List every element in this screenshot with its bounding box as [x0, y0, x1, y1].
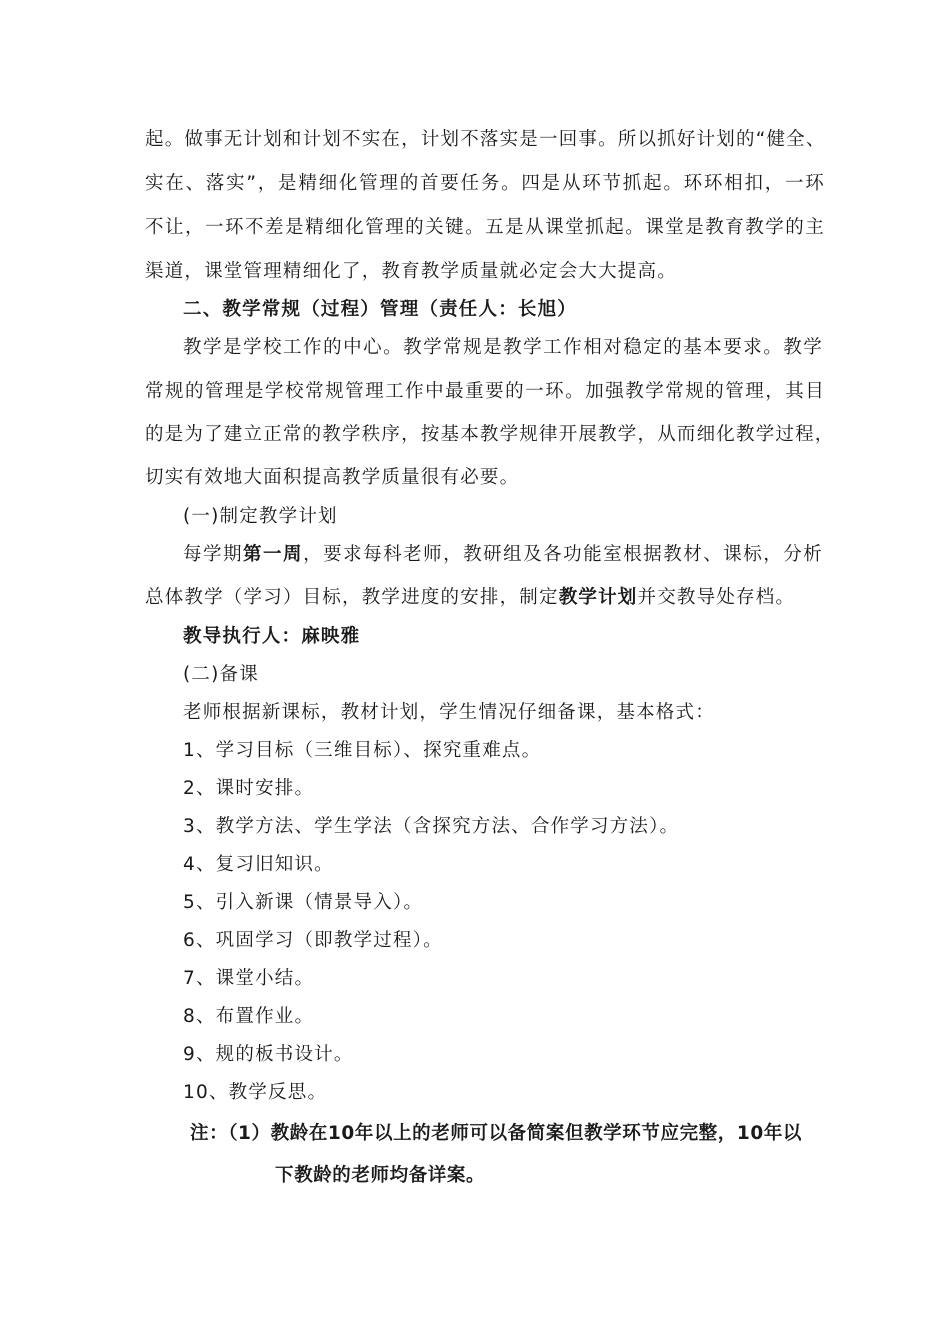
plan-text: 总体教学（学习）目标，教学进度的安排，制定 — [145, 587, 559, 608]
subheading-plan: (一)制定教学计划 — [183, 506, 338, 527]
plan-text: 每学期 — [183, 544, 244, 565]
plan-text: ，要求每科老师，教研组及各功能室根据教材、课标，分析 — [303, 544, 823, 565]
note-line-1: 注：（1）教龄在10年以上的老师可以备简案但教学环节应完整，10年以 — [190, 1123, 803, 1144]
main-line-3: 的是为了建立正常的教学秩序，按基本教学规律开展教学，从而细化教学过程， — [145, 424, 835, 445]
list-item: 10、教学反思。 — [183, 1082, 328, 1103]
main-line-4: 切实有效地大面积提高教学质量很有必要。 — [145, 467, 520, 488]
list-item: 3、教学方法、学生学法（含探究方法、合作学习方法）。 — [183, 816, 680, 837]
plan-text: 并交教导处存档。 — [637, 587, 796, 608]
plan-line-2 — [145, 586, 825, 610]
main-line-2: 常规的管理是学校常规管理工作中最重要的一环。加强教学常规的管理，其目 — [145, 381, 825, 402]
plan-bold-first-week: 第一周 — [243, 544, 304, 565]
intro-line-1: 起。做事无计划和计划不实在，计划不落实是一回事。所以抓好计划的“健全、 — [145, 129, 826, 150]
list-item: 1、学习目标（三维目标）、探究重难点。 — [183, 740, 542, 761]
plan-line-1 — [183, 543, 823, 567]
list-item: 9、规的板书设计。 — [183, 1044, 354, 1065]
intro-line-3: 不让，一环不差是精细化管理的关键。五是从课堂抓起。课堂是教育教学的主 — [145, 217, 825, 238]
list-item: 5、引入新课（情景导入）。 — [183, 892, 424, 913]
executor-line: 教导执行人：麻映雅 — [183, 626, 361, 647]
main-line-1: 教学是学校工作的中心。教学常规是教学工作相对稳定的基本要求。教学 — [183, 337, 823, 358]
intro-line-2: 实在、落实”，是精细化管理的首要任务。四是从环节抓起。环环相扣，一环 — [145, 173, 825, 194]
list-item: 4、复习旧知识。 — [183, 854, 334, 875]
list-item: 8、布置作业。 — [183, 1006, 315, 1027]
list-item: 6、巩固学习（即教学过程）。 — [183, 930, 443, 951]
list-item: 7、课堂小结。 — [183, 968, 315, 989]
list-item: 2、课时安排。 — [183, 778, 315, 799]
subheading-prep: (二)备课 — [183, 664, 259, 685]
plan-bold-teaching-plan: 教学计划 — [558, 587, 638, 608]
section-heading: 二、教学常规（过程）管理（责任人：长旭） — [183, 299, 578, 320]
prep-intro: 老师根据新课标，教材计划，学生情况仔细备课，基本格式： — [183, 702, 715, 723]
intro-line-4: 渠道，课堂管理精细化了，教育教学质量就必定会大大提高。 — [145, 261, 677, 282]
note-line-2: 下教龄的老师均备详案。 — [275, 1165, 486, 1186]
